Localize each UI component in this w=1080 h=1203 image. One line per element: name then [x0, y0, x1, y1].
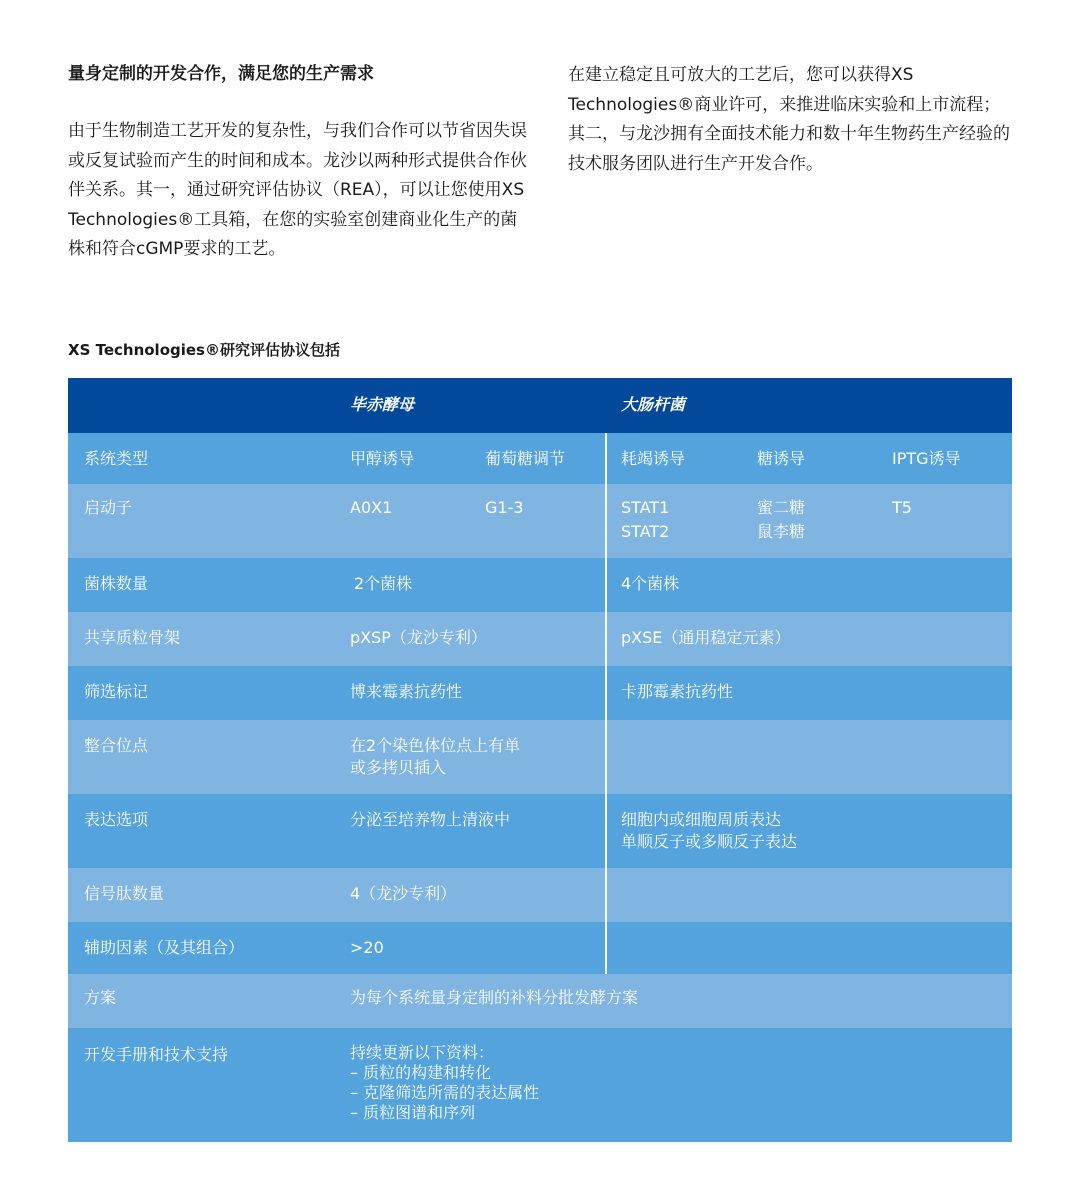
row-label: 辅助因素（及其组合） — [84, 938, 245, 957]
row-protocol — [68, 974, 1012, 1028]
row-label: 共享质粒骨架 — [84, 628, 181, 647]
row-label: 方案 — [84, 988, 117, 1007]
cell-stat2: STAT2 — [621, 522, 670, 541]
table-title: XS Technologies®研究评估协议包括 — [68, 341, 340, 359]
row-system-type — [68, 433, 1012, 484]
row-expression — [68, 794, 1012, 868]
cell-pichia-backbone: pXSP（龙沙专利） — [350, 628, 487, 647]
cell-integration-line1: 在2个染色体位点上有单 — [350, 736, 521, 755]
cell-g13: G1-3 — [485, 498, 524, 517]
row-integration — [68, 720, 1012, 794]
header-ecoli: 大肠杆菌 — [621, 395, 686, 414]
row-label: 筛选标记 — [84, 682, 149, 701]
intro-paragraph-left: 由于生物制造工艺开发的复杂性，与我们合作可以节省因失误或反复试验而产生的时间和成本。龙沙以两种形式提供合作伙伴关系。其一，通过研究评估协议（REA），可以让您使用XS Technologies®工具箱，在您的实验室创建商业化生产的菌株和符合cGMP要求的工艺。 — [68, 121, 527, 259]
row-label: 启动子 — [84, 498, 133, 517]
cell-sugar: 糖诱导 — [757, 449, 806, 468]
cell-integration-line2: 或多拷贝插入 — [350, 758, 447, 777]
cell-rhamnose: 鼠李糖 — [757, 522, 806, 541]
column-divider — [605, 433, 607, 974]
cell-pichia-signal: 4（龙沙专利） — [350, 884, 457, 903]
cell-depletion: 耗竭诱导 — [621, 449, 686, 468]
row-strain-count — [68, 558, 1012, 612]
cell-aox1: A0X1 — [350, 498, 393, 517]
cell-pichia-selection: 博来霉素抗药性 — [350, 682, 463, 701]
cell-pichia-strains: 2个菌株 — [354, 574, 413, 593]
row-label: 系统类型 — [84, 449, 149, 468]
cell-ecoli-backbone: pXSE（通用稳定元素） — [621, 628, 791, 647]
cell-manual-line1: 持续更新以下资料： — [350, 1043, 495, 1062]
cell-pichia-helper: >20 — [350, 938, 384, 957]
row-label: 开发手册和技术支持 — [84, 1045, 229, 1064]
section-heading: 量身定制的开发合作，满足您的生产需求 — [68, 64, 374, 84]
cell-methanol: 甲醇诱导 — [350, 449, 415, 468]
cell-manual-line2: – 质粒的构建和转化 — [350, 1063, 492, 1082]
header-pichia: 毕赤酵母 — [350, 395, 415, 414]
cell-pichia-expression: 分泌至培养物上清液中 — [350, 810, 511, 829]
cell-melibiose: 蜜二糖 — [757, 498, 806, 517]
table-header — [68, 378, 1012, 433]
cell-ecoli-expression-line2: 单顺反子或多顺反子表达 — [621, 832, 798, 851]
row-helper-factors — [68, 922, 1012, 974]
cell-manual-line4: – 质粒图谱和序列 — [350, 1103, 476, 1122]
row-backbone — [68, 612, 1012, 666]
row-label: 信号肽数量 — [84, 884, 165, 903]
row-signal-peptides — [68, 868, 1012, 922]
row-manual — [68, 1028, 1012, 1142]
row-selection — [68, 666, 1012, 720]
cell-t5: T5 — [892, 498, 912, 517]
row-promoter — [68, 484, 1012, 558]
cell-ecoli-strains: 4个菌株 — [621, 574, 680, 593]
intro-paragraph-right: 在建立稳定且可放大的工艺后，您可以获得XS Technologies®商业许可，来推进临床实验和上市流程；其二，与龙沙拥有全面技术能力和数十年生物药生产经验的技术服务团队进行生产开发合作。 — [568, 65, 1010, 174]
cell-iptg: IPTG诱导 — [892, 449, 961, 468]
cell-ecoli-selection: 卡那霉素抗药性 — [621, 682, 734, 701]
rea-table — [68, 378, 1012, 1142]
row-label: 整合位点 — [84, 736, 149, 755]
cell-protocol: 为每个系统量身定制的补料分批发酵方案 — [350, 988, 639, 1007]
cell-ecoli-expression-line1: 细胞内或细胞周质表达 — [621, 810, 782, 829]
cell-stat1: STAT1 — [621, 498, 670, 517]
cell-glucose: 葡萄糖调节 — [485, 449, 566, 468]
cell-manual-line3: – 克隆筛选所需的表达属性 — [350, 1083, 540, 1102]
row-label: 菌株数量 — [84, 574, 149, 593]
row-label: 表达选项 — [84, 810, 149, 829]
